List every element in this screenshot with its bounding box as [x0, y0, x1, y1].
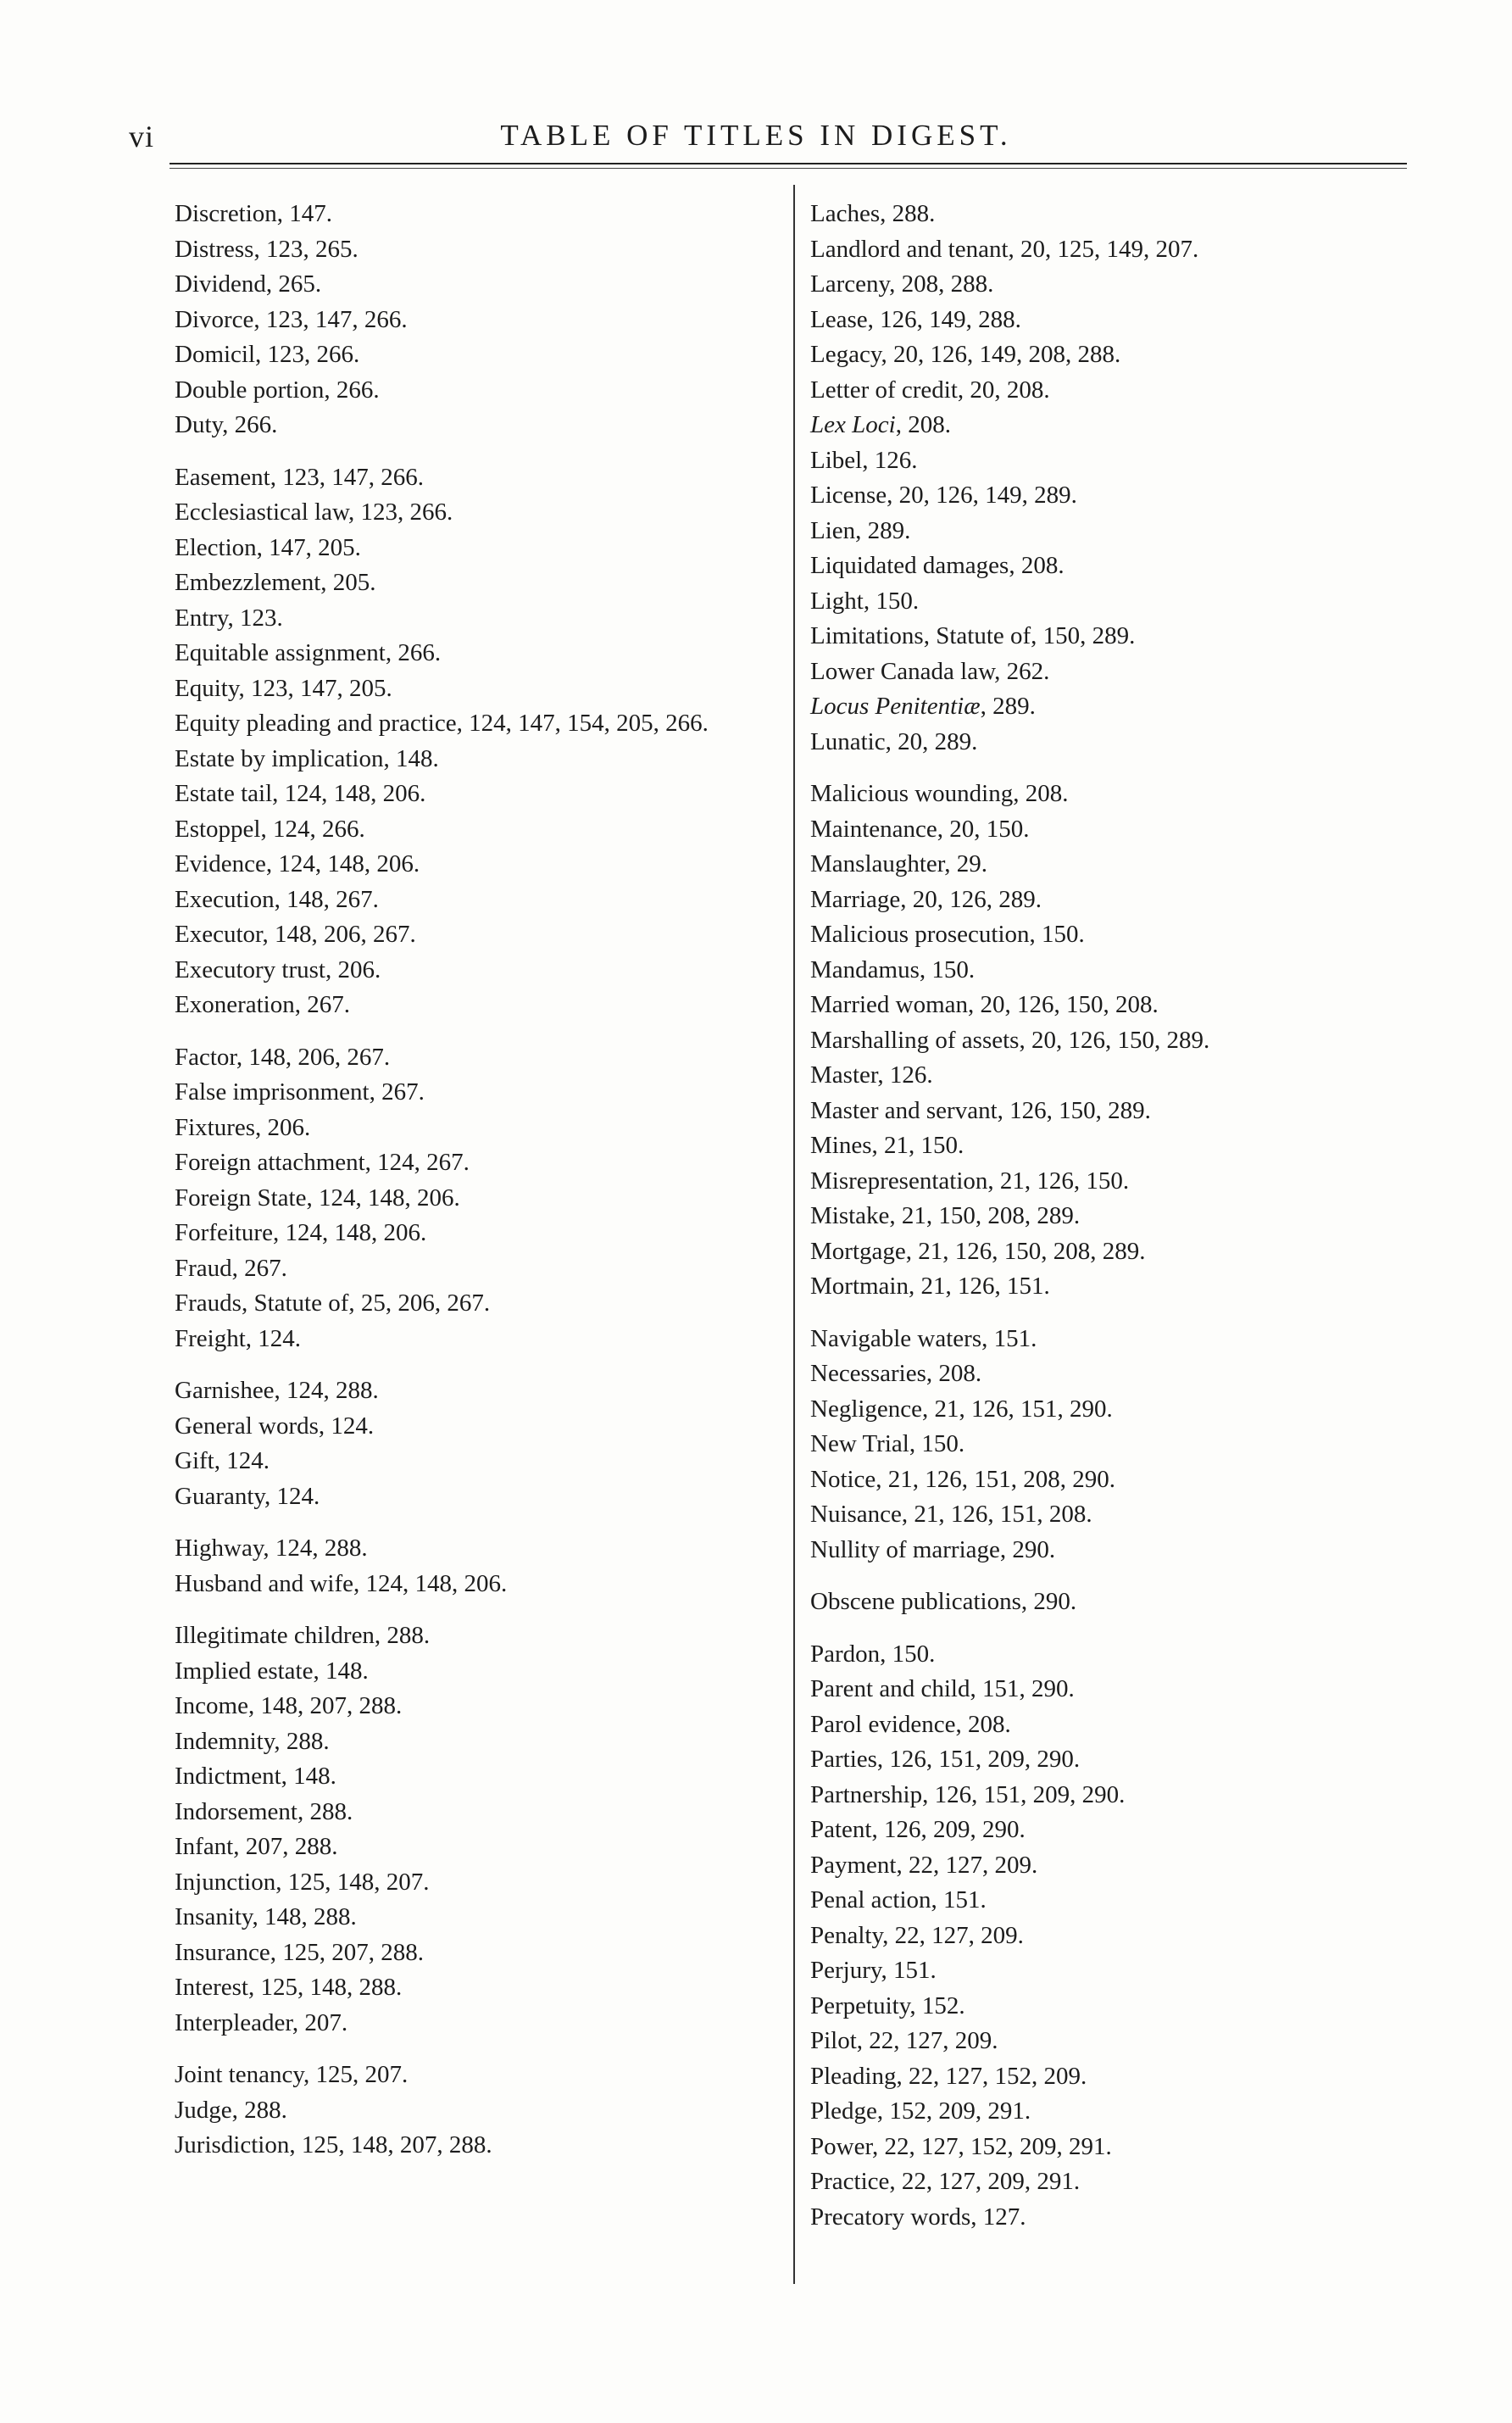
index-entry: Estate tail, 124, 148, 206.	[175, 780, 426, 807]
entry-pages: , 208.	[895, 411, 951, 438]
index-entry: Malicious prosecution, 150.	[810, 921, 1085, 948]
index-entry	[810, 408, 1420, 443]
index-entry: Mortmain, 21, 126, 151.	[810, 1273, 1050, 1300]
index-entry: Foreign attachment, 124, 267.	[175, 1149, 470, 1176]
index-group	[810, 1637, 1420, 2236]
index-entry: Necessaries, 208.	[810, 1360, 982, 1387]
index-entry: Mistake, 21, 150, 208, 289.	[810, 1202, 1081, 1229]
index-entry: Fixtures, 206.	[175, 1113, 311, 1141]
index-entry: Partnership, 126, 151, 209, 290.	[810, 1780, 1126, 1808]
index-entry: Fraud, 267.	[175, 1254, 287, 1282]
index-entry: Pleading, 22, 127, 152, 209.	[810, 2062, 1087, 2090]
italic-term: Locus Penitentiæ	[810, 693, 981, 720]
index-entry: Husband and wife, 124, 148, 206.	[175, 1569, 508, 1597]
header-rule	[170, 163, 1407, 164]
index-entry: Manslaughter, 29.	[810, 850, 988, 877]
index-entry: Guaranty, 124.	[175, 1482, 320, 1510]
index-entry: Infant, 207, 288.	[175, 1833, 338, 1860]
index-group	[175, 460, 785, 1023]
index-entry: Execution, 148, 267.	[175, 885, 379, 913]
index-entry: Domicil, 123, 266.	[175, 341, 360, 368]
index-group	[175, 197, 785, 443]
index-group	[175, 1618, 785, 2041]
right-column	[810, 197, 1420, 2252]
column-divider	[793, 185, 795, 2284]
index-group	[810, 777, 1420, 1305]
index-entry: Dividend, 265.	[175, 270, 322, 298]
index-entry: Maintenance, 20, 150.	[810, 815, 1030, 843]
index-entry: Light, 150.	[810, 587, 920, 615]
index-entry: General words, 124.	[175, 1412, 375, 1440]
index-entry: Executor, 148, 206, 267.	[175, 921, 416, 948]
italic-term: Lex Loci	[810, 411, 896, 438]
index-entry: Precatory words, 127.	[810, 2203, 1026, 2231]
index-entry: Married woman, 20, 126, 150, 208.	[810, 991, 1159, 1018]
index-entry: Master and servant, 126, 150, 289.	[810, 1096, 1151, 1124]
index-entry: Distress, 123, 265.	[175, 235, 359, 263]
index-entry: Navigable waters, 151.	[810, 1324, 1037, 1352]
index-group	[810, 1585, 1420, 1620]
index-entry: Duty, 266.	[175, 411, 278, 438]
index-entry: Interest, 125, 148, 288.	[175, 1974, 403, 2001]
index-entry: Penal action, 151.	[810, 1886, 987, 1913]
index-entry: Garnishee, 124, 288.	[175, 1377, 379, 1404]
index-entry: Divorce, 123, 147, 266.	[175, 305, 408, 333]
index-entry: Legacy, 20, 126, 149, 208, 288.	[810, 341, 1121, 368]
index-group	[175, 1373, 785, 1514]
index-entry: Pledge, 152, 209, 291.	[810, 2097, 1031, 2125]
index-group	[175, 1531, 785, 1601]
index-group	[175, 2058, 785, 2164]
index-entry: Notice, 21, 126, 151, 208, 290.	[810, 1465, 1116, 1493]
index-entry: Implied estate, 148.	[175, 1657, 369, 1685]
index-entry: Illegitimate children, 288.	[175, 1622, 431, 1649]
index-entry: Patent, 126, 209, 290.	[810, 1816, 1026, 1843]
index-entry: Equitable assignment, 266.	[175, 639, 442, 666]
index-entry: Mines, 21, 150.	[810, 1132, 964, 1159]
index-entry: Joint tenancy, 125, 207.	[175, 2061, 409, 2088]
index-entry: Perpetuity, 152.	[810, 1991, 965, 2019]
index-group	[175, 1040, 785, 1357]
index-entry: Highway, 124, 288.	[175, 1535, 368, 1562]
index-entry: Double portion, 266.	[175, 376, 380, 404]
index-entry: Practice, 22, 127, 209, 291.	[810, 2168, 1081, 2195]
index-entry: Parol evidence, 208.	[810, 1710, 1011, 1738]
index-entry: Estoppel, 124, 266.	[175, 815, 365, 843]
index-entry: New Trial, 150.	[810, 1430, 965, 1457]
index-entry: Misrepresentation, 21, 126, 150.	[810, 1167, 1130, 1195]
index-entry: False imprisonment, 267.	[175, 1078, 425, 1106]
index-entry: Obscene publications, 290.	[810, 1588, 1077, 1615]
index-entry: Negligence, 21, 126, 151, 290.	[810, 1395, 1113, 1423]
index-entry: Liquidated damages, 208.	[810, 552, 1065, 579]
index-entry: Lower Canada law, 262.	[810, 657, 1050, 685]
index-entry: Nullity of marriage, 290.	[810, 1535, 1056, 1563]
index-entry: Nuisance, 21, 126, 151, 208.	[810, 1501, 1092, 1528]
index-entry: Freight, 124.	[175, 1324, 302, 1352]
index-entry: Injunction, 125, 148, 207.	[175, 1868, 430, 1896]
index-entry: Entry, 123.	[175, 604, 283, 632]
running-title: TABLE OF TITLES IN DIGEST.	[500, 119, 1012, 152]
index-entry: Equity, 123, 147, 205.	[175, 674, 392, 702]
index-entry: Marriage, 20, 126, 289.	[810, 885, 1042, 913]
index-entry: Forfeiture, 124, 148, 206.	[175, 1219, 427, 1246]
index-entry: Estate by implication, 148.	[175, 744, 439, 772]
index-entry: Mandamus, 150.	[810, 955, 976, 983]
index-entry: Election, 147, 205.	[175, 533, 361, 561]
index-entry: Power, 22, 127, 152, 209, 291.	[810, 2132, 1112, 2160]
index-entry: Limitations, Statute of, 150, 289.	[810, 622, 1136, 649]
index-entry: Master, 126.	[810, 1061, 933, 1089]
index-entry: Ecclesiastical law, 123, 266.	[175, 499, 453, 526]
index-entry: Lunatic, 20, 289.	[810, 727, 978, 755]
index-entry: Exoneration, 267.	[175, 991, 350, 1018]
index-entry: Executory trust, 206.	[175, 955, 381, 983]
index-group	[810, 1322, 1420, 1568]
index-entry: Letter of credit, 20, 208.	[810, 376, 1050, 404]
index-entry: License, 20, 126, 149, 289.	[810, 482, 1077, 509]
index-entry: Embezzlement, 205.	[175, 569, 376, 596]
index-entry: Libel, 126.	[810, 446, 918, 474]
index-entry: Indictment, 148.	[175, 1763, 336, 1790]
index-entry: Foreign State, 124, 148, 206.	[175, 1184, 460, 1212]
index-entry: Parent and child, 151, 290.	[810, 1675, 1075, 1702]
index-entry: Payment, 22, 127, 209.	[810, 1851, 1038, 1879]
index-entry: Income, 148, 207, 288.	[175, 1692, 403, 1719]
entry-pages: , 289.	[980, 693, 1036, 720]
index-entry: Larceny, 208, 288.	[810, 270, 994, 298]
index-entry: Marshalling of assets, 20, 126, 150, 289.	[810, 1026, 1210, 1054]
page-number: vi	[129, 120, 155, 153]
index-entry: Jurisdiction, 125, 148, 207, 288.	[175, 2131, 492, 2158]
index-entry: Easement, 123, 147, 266.	[175, 463, 424, 491]
index-entry: Evidence, 124, 148, 206.	[175, 850, 420, 877]
index-entry: Indorsement, 288.	[175, 1797, 353, 1825]
index-entry: Perjury, 151.	[810, 1957, 937, 1984]
index-entry: Lien, 289.	[810, 516, 911, 544]
index-entry: Insanity, 148, 288.	[175, 1903, 357, 1930]
index-entry: Frauds, Statute of, 25, 206, 267.	[175, 1289, 491, 1317]
index-entry: Parties, 126, 151, 209, 290.	[810, 1746, 1081, 1773]
left-column	[175, 197, 785, 2181]
index-entry: Mortgage, 21, 126, 150, 208, 289.	[810, 1237, 1146, 1265]
index-entry: Judge, 288.	[175, 2096, 287, 2124]
index-entry: Discretion, 147.	[175, 200, 333, 227]
index-entry: Pilot, 22, 127, 209.	[810, 2027, 998, 2054]
index-entry: Interpleader, 207.	[175, 2008, 348, 2036]
index-entry	[810, 689, 1420, 725]
index-entry: Gift, 124.	[175, 1447, 270, 1474]
index-group	[810, 197, 1420, 760]
index-entry: Lease, 126, 149, 288.	[810, 305, 1021, 333]
index-entry: Equity pleading and practice, 124, 147, 154, 205, 266.	[175, 710, 709, 737]
index-entry: Insurance, 125, 207, 288.	[175, 1938, 424, 1966]
index-entry: Factor, 148, 206, 267.	[175, 1043, 391, 1071]
index-entry: Laches, 288.	[810, 200, 936, 227]
index-entry: Indemnity, 288.	[175, 1727, 330, 1755]
index-entry: Penalty, 22, 127, 209.	[810, 1921, 1024, 1949]
index-entry: Landlord and tenant, 20, 125, 149, 207.	[810, 235, 1199, 263]
index-entry: Pardon, 150.	[810, 1640, 936, 1668]
header-rule-thin	[170, 168, 1407, 169]
index-entry: Malicious wounding, 208.	[810, 780, 1069, 807]
